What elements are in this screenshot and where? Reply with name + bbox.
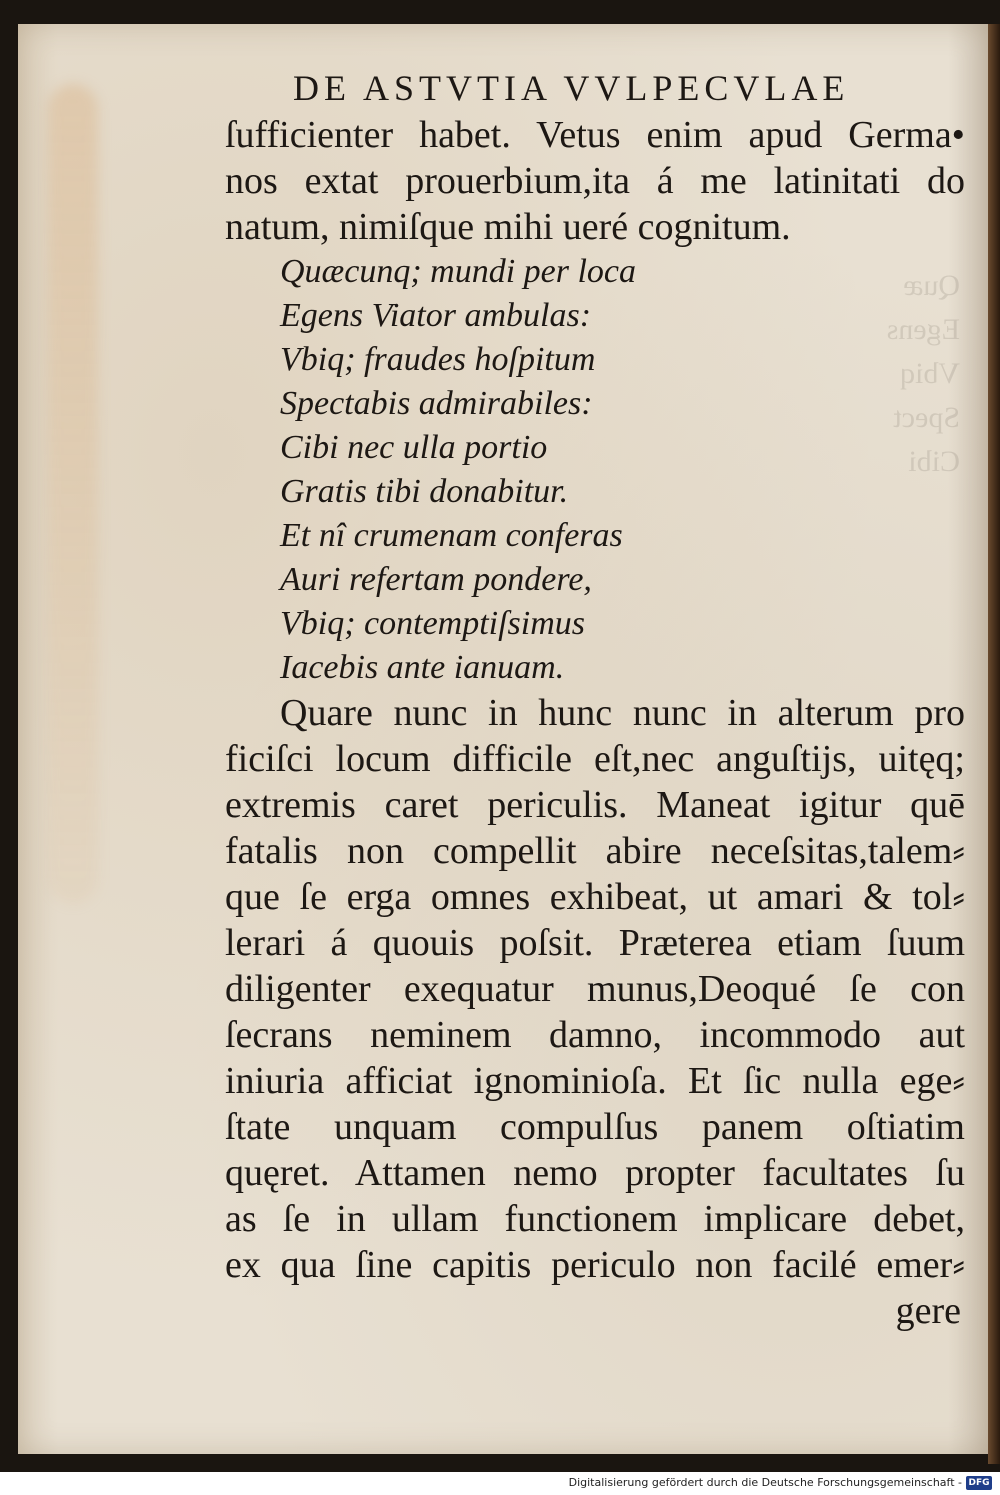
verse-line: Cibi nec ulla portio <box>280 429 548 466</box>
text-line: diligenter exequatur munus,Deoqué ſe con <box>225 968 965 1010</box>
verse-line: Gratis tibi donabitur. <box>280 473 569 510</box>
verse-line: Egens Viator ambulas: <box>280 297 592 334</box>
verse-line: Auri refertam pondere, <box>280 561 592 598</box>
show-through-text: Quæ Egens Vbiq Spect Cibi <box>886 269 960 478</box>
digitization-footer <box>0 1472 1000 1495</box>
text-line: ficiſci locum difficile eſt,nec anguſtijs, uitęq; <box>225 738 965 780</box>
running-header: DE ASTVTIA VVLPECVLAE <box>293 68 850 108</box>
book-edge <box>988 24 1000 1464</box>
text-line: natum, nimiſque mihi ueré cognitum. <box>225 206 791 248</box>
text-line: ſtate unquam compulſus panem oſtiatim <box>225 1106 965 1148</box>
verse-line: Vbiq; contemptiſsimus <box>280 605 586 642</box>
dfg-logo-icon: DFG <box>966 1476 992 1490</box>
page-text <box>225 64 965 1334</box>
text-line: extremis caret periculis. Maneat igitur quē <box>225 784 965 826</box>
text-line: Quare nunc in hunc nunc in alterum pro <box>280 692 965 734</box>
text-line: fatalis non compellit abire neceſsitas,talem⸗ <box>225 830 965 872</box>
verse-line: Spectabis admirabiles: <box>280 385 593 422</box>
text-line: que ſe erga omnes exhibeat, ut amari & tol⸗ <box>225 876 965 918</box>
text-line: nos extat prouerbium,ita á me latinitati do <box>225 160 965 202</box>
catchword: gere <box>895 1290 961 1332</box>
verse-line: Quæcunq; mundi per loca <box>280 253 637 290</box>
text-line: lerari á quouis poſsit. Præterea etiam ſuum <box>225 922 965 964</box>
funding-note: Digitalisierung gefördert durch die Deutsche Forschungsgemeinschaft - <box>568 1476 962 1489</box>
text-line: ſecrans neminem damno, incommodo aut <box>225 1014 965 1056</box>
verse-line: Et nî crumenam conferas <box>280 517 623 554</box>
verse-line: Iacebis ante ianuam. <box>280 649 565 686</box>
text-line: quęret. Attamen nemo propter facultates ſu <box>225 1152 965 1194</box>
paper-stain <box>48 84 98 904</box>
text-line: iniuria afficiat ignominioſa. Et ſic nulla ege⸗ <box>225 1060 965 1102</box>
text-line: ex qua ſine capitis periculo non facilé emer⸗ <box>225 1244 965 1286</box>
text-line: as ſe in ullam functionem implicare debet, <box>225 1198 965 1240</box>
verse-line: Vbiq; fraudes hoſpitum <box>280 341 596 378</box>
text-line: ſufficienter habet. Vetus enim apud Germa• <box>225 114 965 156</box>
